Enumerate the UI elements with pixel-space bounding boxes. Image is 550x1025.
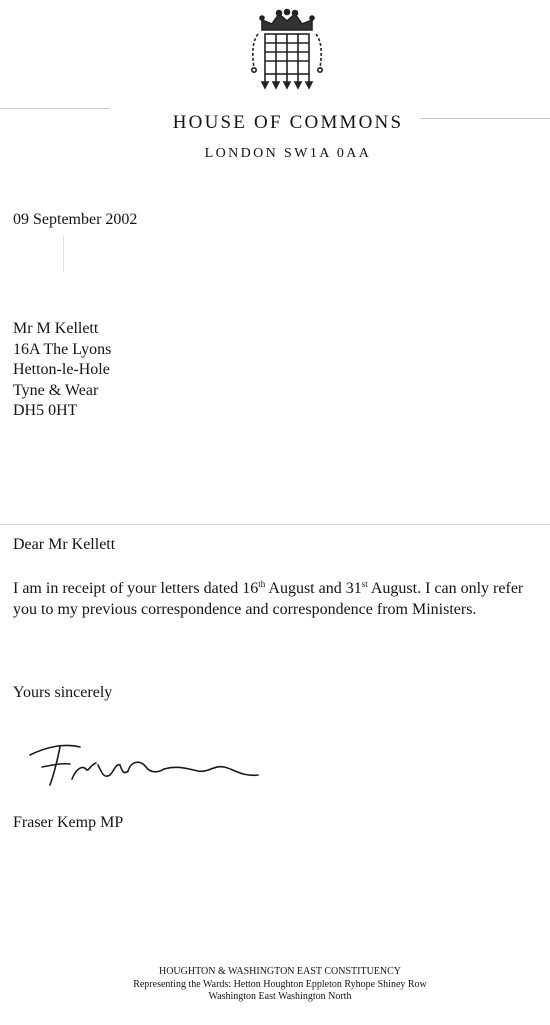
salutation: Dear Mr Kellett: [13, 536, 116, 553]
footer-constituency: HOUGHTON & WASHINGTON EAST CONSTITUENCY: [158, 966, 402, 977]
body-text-part: August and 31: [265, 580, 362, 597]
scan-mark: [63, 236, 64, 272]
letterhead-address: LONDON SW1A 0AA: [204, 146, 372, 161]
recipient-name: Mr M Kellett: [13, 320, 99, 337]
letterhead-title: HOUSE OF COMMONS: [172, 112, 404, 133]
ordinal-suffix: st: [361, 579, 368, 589]
recipient-town: Hetton-le-Hole: [13, 361, 110, 378]
recipient-county: Tyne & Wear: [13, 381, 99, 399]
handwritten-signature: [28, 735, 268, 791]
ordinal-suffix: th: [258, 579, 266, 589]
closing: Yours sincerely: [13, 684, 113, 701]
portcullis-crest-icon: [248, 8, 326, 92]
body-text-part: I am in receipt of your letters dated 16: [13, 580, 259, 597]
scan-rule-middle: [0, 524, 550, 525]
footer: [0, 966, 550, 1004]
footer-wards-line2: Washington East Washington North: [208, 991, 352, 1002]
letter-date: 09 September 2002: [13, 211, 138, 228]
signatory-name: Fraser Kemp MP: [13, 814, 124, 831]
letter-body: [13, 578, 545, 620]
footer-wards-line1: Representing the Wards: Hetton Houghton Eppleton Ryhope Shiney Row: [133, 978, 427, 990]
recipient-address-block: [13, 319, 111, 422]
body-text-part: August. I can only refer you to my previous correspondence and correspondence from Ministers.: [13, 580, 524, 618]
recipient-postcode: DH5 0HT: [13, 402, 78, 419]
scan-rule-top-left: [0, 108, 110, 109]
recipient-street: 16A The Lyons: [13, 340, 112, 358]
